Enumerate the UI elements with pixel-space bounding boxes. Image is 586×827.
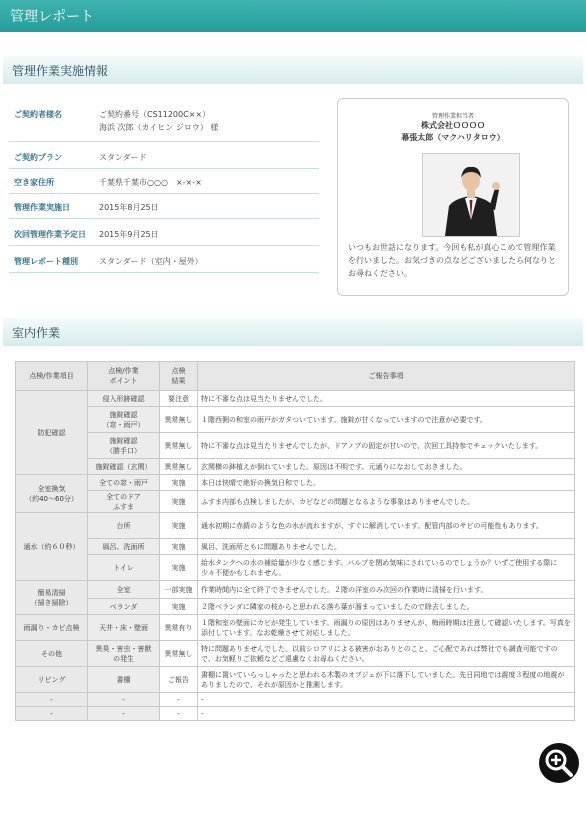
category-cell: 通水（約６０秒） <box>16 513 88 581</box>
result-cell: 実施 <box>160 475 198 491</box>
category-cell: 全室換気 （約40〜60分） <box>16 475 88 513</box>
table-header-cell: ご報告事項 <box>198 362 575 391</box>
table-header-row <box>16 362 575 391</box>
info-value: ご契約番号（CS11200C××） <box>99 110 211 119</box>
section-title-indoor: 室内作業 <box>3 318 583 346</box>
note-cell: - <box>198 693 575 707</box>
zoom-button[interactable] <box>539 743 579 783</box>
point-cell: 全ての窓・雨戸 <box>88 475 160 491</box>
note-cell: ２階ベランダに隣家の枝からと思われる落ち葉が溜まっていましたので除去しました。 <box>198 599 575 615</box>
point-cell: ベランダ <box>88 599 160 615</box>
point-cell: - <box>88 693 160 707</box>
header-bar <box>0 0 586 32</box>
note-cell: 特に問題ありませんでした。以前シロアリによる被害がおありとのこと、ご心配であれば弊社でも調査可能ですので、お気軽りご依頼などご遠慮なくお尋ねください。 <box>198 641 575 667</box>
info-row <box>9 146 319 169</box>
table-row <box>16 513 575 539</box>
staff-role: 管理作業担当者 <box>431 113 474 120</box>
note-cell: 本日は快晴で絶好の換気日和でした。 <box>198 475 575 491</box>
info-label: 次回管理作業予定日 <box>14 230 86 239</box>
info-row <box>9 250 319 273</box>
result-cell: ご報告 <box>160 667 198 693</box>
result-cell: 異常無し <box>160 641 198 667</box>
category-cell: - <box>16 693 88 707</box>
info-label: ご契約プラン <box>14 153 62 162</box>
note-cell: 通水初期に赤錆のような色の水が流れますが、すぐに解消しています。配管内部のサビの可能性もあります。 <box>198 513 575 539</box>
staff-name: 幕張太郎（マクハリタロウ） <box>401 133 505 142</box>
info-value-sub: 海浜 次郎（カイヒン ジロウ） 様 <box>99 123 219 132</box>
table-row <box>16 459 575 475</box>
point-cell: 全てのドア ふすま <box>88 491 160 513</box>
info-value: 2015年8月25日 <box>99 203 159 212</box>
point-cell: 天井・床・壁面 <box>88 615 160 641</box>
info-value: 千葉県千葉市○○○ ×-×-× <box>99 178 202 187</box>
point-cell: 風呂、洗面所 <box>88 539 160 555</box>
point-cell: 書棚 <box>88 667 160 693</box>
section-title-info: 管理作業実施情報 <box>3 56 583 84</box>
staff-card <box>337 98 569 296</box>
note-cell: 作業時間内に全て終了できませんでした。２階の洋室のみ次回の作業時に清掃を行います。 <box>198 581 575 599</box>
note-cell: 特に不審な点は見当たりませんでした。 <box>198 391 575 407</box>
point-cell: 施錠確認 （勝手口） <box>88 433 160 459</box>
info-label: 空き家住所 <box>14 178 54 187</box>
staff-message: いつもお世話になります。今回も私が真心こめて管理作業を行いました。お気づきの点などございましたら何なりとお尋ねください。 <box>348 243 556 278</box>
zoom-in-icon <box>539 743 579 783</box>
staff-portrait-image <box>423 154 519 236</box>
note-cell: 書棚に置いていらっしゃったと思われる木製のオブジェが下に落下していました。先日同地では震度３程度の地震がありましたので、それが原因かと推測します。 <box>198 667 575 693</box>
info-row <box>9 171 319 194</box>
note-cell: ふすま内部も点検しましたが、カビなどの問題となるような事象はありませんでした。 <box>198 491 575 513</box>
result-cell: 実施 <box>160 599 198 615</box>
result-cell: 異常無し <box>160 433 198 459</box>
note-cell: １階西側の和室の雨戸がガタついています。施錠が甘くなっていますので注意が必要です。 <box>198 407 575 433</box>
result-cell: 実施 <box>160 491 198 513</box>
category-cell: 防犯確認 <box>16 391 88 475</box>
page-title: 管理レポート <box>10 9 94 25</box>
note-cell: 風呂、洗面所ともに問題ありませんでした。 <box>198 539 575 555</box>
table-header-cell: 点検 結果 <box>160 362 198 391</box>
table-header-cell: 点検/作業項目 <box>16 362 88 391</box>
table-header-cell: 点検/作業 ポイント <box>88 362 160 391</box>
info-value: 2015年9月25日 <box>99 230 159 239</box>
category-cell: 雨漏り・カビ点検 <box>16 615 88 641</box>
table-row <box>16 539 575 555</box>
point-cell: 全室 <box>88 581 160 599</box>
table-row <box>16 581 575 599</box>
result-cell: 実施 <box>160 555 198 581</box>
table-row <box>16 555 575 581</box>
note-cell: - <box>198 707 575 721</box>
staff-company: 株式会社ＯＯＯＯ <box>421 121 485 130</box>
note-cell: １階和室の壁面にカビが発生しています。雨漏りの原因はありませんが、梅雨時期は注意して確認いたします。写真を添付しています。なお乾燥させて対応しました。 <box>198 615 575 641</box>
table-row <box>16 391 575 407</box>
result-cell: 実施 <box>160 513 198 539</box>
info-row <box>9 196 319 219</box>
info-row <box>9 103 319 142</box>
info-label: 管理レポート種別 <box>14 257 78 266</box>
category-cell: 簡易清掃 （掃き掃除） <box>16 581 88 615</box>
point-cell: 施錠確認 （窓・雨戸） <box>88 407 160 433</box>
point-cell: トイレ <box>88 555 160 581</box>
info-row <box>9 223 319 246</box>
table-row <box>16 615 575 641</box>
result-cell: 異常無し <box>160 459 198 475</box>
staff-photo <box>422 153 520 237</box>
result-cell: - <box>160 693 198 707</box>
point-cell: 異臭・害虫・害獣 の発生 <box>88 641 160 667</box>
category-cell: その他 <box>16 641 88 667</box>
info-value: スタンダード <box>99 153 147 162</box>
info-value: スタンダード（室内・屋外） <box>99 257 203 266</box>
table-row <box>16 407 575 433</box>
table-row <box>16 433 575 459</box>
result-cell: 要注意 <box>160 391 198 407</box>
info-label: 管理作業実施日 <box>14 203 70 212</box>
table-row <box>16 693 575 707</box>
result-cell: 一部実施 <box>160 581 198 599</box>
result-cell: 異常無し <box>160 407 198 433</box>
point-cell: - <box>88 707 160 721</box>
point-cell: 施錠確認（玄関） <box>88 459 160 475</box>
note-cell: 特に不審な点は見当たりませんでしたが、ドアノブの固定が甘いので、次回工具持参でチェックいたします。 <box>198 433 575 459</box>
info-label: ご契約者様名 <box>14 110 62 119</box>
table-row <box>16 475 575 491</box>
result-cell: 異常有り <box>160 615 198 641</box>
indoor-work-table <box>15 361 575 721</box>
result-cell: - <box>160 707 198 721</box>
table-row <box>16 641 575 667</box>
note-cell: 玄関横の鉢植えが倒れていました。原因は不明です。元通りになおしておきました。 <box>198 459 575 475</box>
point-cell: 侵入形跡確認 <box>88 391 160 407</box>
table-row <box>16 707 575 721</box>
table-row <box>16 599 575 615</box>
note-cell: 給水タンクへの水の補給量が少なく感じます。バルブを閉め気味にされているのでしょうか？いずご使用する際に少々不便かもしれません。 <box>198 555 575 581</box>
table-row <box>16 491 575 513</box>
result-cell: 実施 <box>160 539 198 555</box>
point-cell: 台所 <box>88 513 160 539</box>
category-cell: - <box>16 707 88 721</box>
table-row <box>16 667 575 693</box>
category-cell: リビング <box>16 667 88 693</box>
